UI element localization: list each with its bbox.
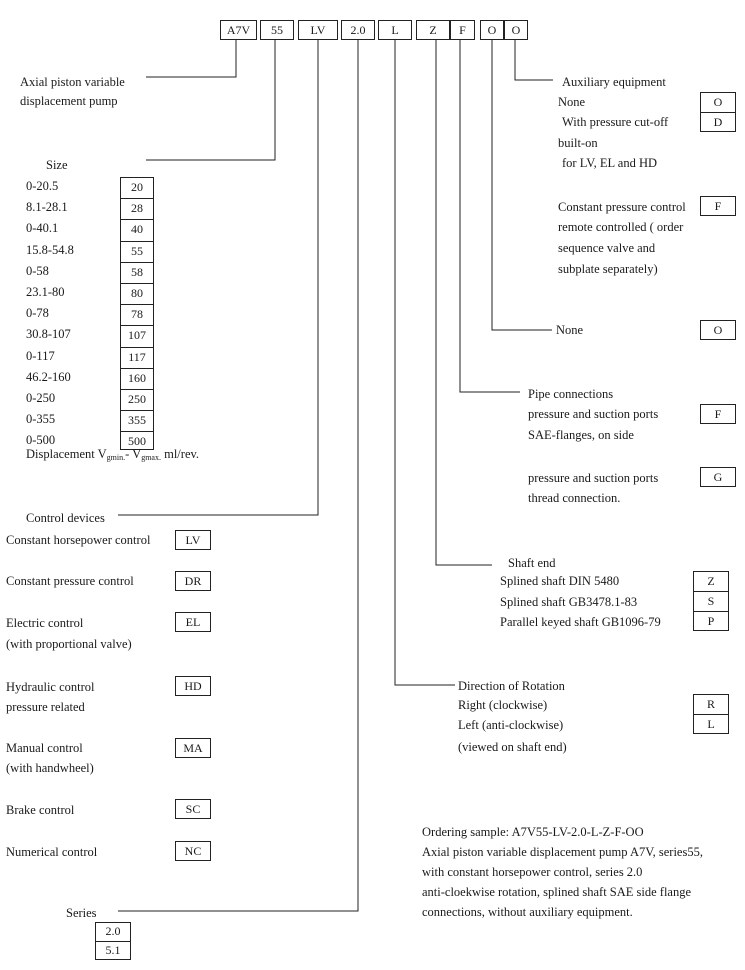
auxiliary-code-f: F bbox=[700, 196, 736, 216]
auxiliary-remote-line3: sequence valve and bbox=[558, 241, 656, 255]
line-rotation bbox=[395, 40, 455, 685]
control-brake: Brake control bbox=[6, 803, 75, 817]
shaft-title: Shaft end bbox=[508, 556, 556, 570]
pipe-g-line2: thread connection. bbox=[528, 491, 621, 505]
rotation-code-r: R bbox=[693, 694, 729, 714]
size-code: 78 bbox=[120, 304, 154, 325]
control-code-lv: LV bbox=[175, 530, 211, 550]
size-code: 80 bbox=[120, 283, 154, 304]
pump-label-line1: Axial piston variable bbox=[20, 75, 125, 89]
control-code-sc: SC bbox=[175, 799, 211, 819]
size-range: 0-500 bbox=[26, 433, 56, 448]
header-code-a7v: A7V bbox=[220, 20, 257, 40]
size-range: 0-117 bbox=[26, 348, 55, 363]
size-code: 58 bbox=[120, 262, 154, 283]
header-code-rotation: L bbox=[378, 20, 412, 40]
size-range: 0-40.1 bbox=[26, 221, 59, 236]
pipe-code-f: F bbox=[700, 404, 736, 424]
control-electric-line1: Electric control bbox=[6, 616, 84, 630]
size-range: 30.8-107 bbox=[26, 327, 71, 342]
displacement-mid: - V bbox=[125, 447, 142, 461]
shaft-keyed: Parallel keyed shaft GB1096-79 bbox=[500, 615, 661, 629]
auxiliary-cutoff-line1: With pressure cut-off bbox=[562, 115, 669, 129]
shaft-code-p: P bbox=[693, 611, 729, 631]
series-title: Series bbox=[66, 906, 97, 920]
pipe-code-g: G bbox=[700, 467, 736, 487]
rotation-code-l: L bbox=[693, 714, 729, 734]
sample-line4: anti-cloekwise rotation, splined shaft SAE side flange bbox=[422, 885, 692, 899]
sample-line3: with constant horsepower control, series 2.0 bbox=[422, 865, 643, 879]
size-range: 46.2-160 bbox=[26, 369, 71, 384]
size-range: 0-58 bbox=[26, 263, 49, 278]
series-code-5-1: 5.1 bbox=[95, 941, 131, 960]
sample-line1: Ordering sample: A7V55-LV-2.0-L-Z-F-OO bbox=[422, 825, 644, 839]
none-label: None bbox=[556, 323, 584, 337]
auxiliary-none: None bbox=[558, 95, 586, 109]
control-code-hd: HD bbox=[175, 676, 211, 696]
header-code-shaft: Z bbox=[416, 20, 450, 40]
auxiliary-cutoff-line3: for LV, EL and HD bbox=[562, 156, 658, 170]
line-auxiliary bbox=[515, 40, 553, 80]
line-none bbox=[492, 40, 552, 330]
sample-line2: Axial piston variable displacement pump A7V, series55, bbox=[422, 845, 703, 859]
displacement-sub-max: gmax. bbox=[141, 453, 161, 462]
line-shaft bbox=[436, 40, 492, 565]
size-title: Size bbox=[46, 158, 68, 172]
size-code: 117 bbox=[120, 347, 154, 368]
line-pipe bbox=[460, 40, 520, 392]
size-code: 500 bbox=[120, 431, 154, 450]
pipe-f-line1: pressure and suction ports bbox=[528, 407, 659, 421]
shaft-code-z: Z bbox=[693, 571, 729, 591]
size-code: 28 bbox=[120, 198, 154, 219]
control-hydraulic-line2: pressure related bbox=[6, 700, 85, 714]
sample-line5: connections, without auxiliary equipment. bbox=[422, 905, 633, 919]
none-code-o: O bbox=[700, 320, 736, 340]
displacement-label bbox=[26, 447, 199, 465]
pipe-g-line1: pressure and suction ports bbox=[528, 471, 659, 485]
auxiliary-remote-line1: Constant pressure control bbox=[558, 200, 686, 214]
shaft-din: Splined shaft DIN 5480 bbox=[500, 574, 620, 588]
header-code-none: O bbox=[480, 20, 504, 40]
auxiliary-code-d: D bbox=[700, 112, 736, 132]
pipe-title: Pipe connections bbox=[528, 387, 614, 401]
rotation-right: Right (clockwise) bbox=[458, 698, 548, 712]
displacement-prefix: Displacement V bbox=[26, 447, 107, 461]
control-constant-pressure: Constant pressure control bbox=[6, 574, 134, 588]
size-code: 40 bbox=[120, 219, 154, 240]
control-code-dr: DR bbox=[175, 571, 211, 591]
control-electric-line2: (with proportional valve) bbox=[6, 637, 132, 651]
shaft-code-s: S bbox=[693, 591, 729, 611]
size-range: 0-250 bbox=[26, 391, 56, 405]
header-code-size: 55 bbox=[260, 20, 294, 40]
header-code-control: LV bbox=[298, 20, 338, 40]
control-manual-line1: Manual control bbox=[6, 741, 83, 755]
size-range: 15.8-54.8 bbox=[26, 242, 74, 257]
size-range: 8.1-28.1 bbox=[26, 200, 68, 215]
rotation-title: Direction of Rotation bbox=[458, 679, 565, 693]
line-series bbox=[118, 40, 358, 911]
shaft-gb: Splined shaft GB3478.1-83 bbox=[500, 595, 638, 609]
header-code-auxiliary: O bbox=[504, 20, 528, 40]
series-code-2-0: 2.0 bbox=[95, 922, 131, 941]
displacement-unit: ml/rev. bbox=[160, 447, 200, 461]
header-code-series: 2.0 bbox=[341, 20, 375, 40]
auxiliary-remote-line4: subplate separately) bbox=[558, 262, 658, 276]
pump-label-line2: displacement pump bbox=[20, 94, 118, 108]
size-code: 250 bbox=[120, 389, 154, 410]
displacement-sub-min: gmin. bbox=[106, 453, 126, 462]
control-hydraulic-line1: Hydraulic control bbox=[6, 680, 95, 694]
size-code: 55 bbox=[120, 241, 154, 262]
control-manual-line2: (with handwheel) bbox=[6, 761, 94, 775]
control-code-nc: NC bbox=[175, 841, 211, 861]
control-numerical: Numerical control bbox=[6, 845, 98, 859]
header-code-pipe: F bbox=[450, 20, 475, 40]
size-code: 355 bbox=[120, 410, 154, 431]
auxiliary-code-o: O bbox=[700, 92, 736, 112]
line-a7v bbox=[146, 40, 236, 77]
size-code: 20 bbox=[120, 177, 154, 198]
size-code: 160 bbox=[120, 368, 154, 389]
size-range: 23.1-80 bbox=[26, 285, 65, 299]
size-range: 0-78 bbox=[26, 306, 49, 321]
control-title: Control devices bbox=[26, 511, 105, 525]
control-constant-hp: Constant horsepower control bbox=[6, 533, 151, 547]
control-code-el: EL bbox=[175, 612, 211, 632]
rotation-viewed: (viewed on shaft end) bbox=[458, 740, 567, 754]
size-code: 107 bbox=[120, 325, 154, 346]
auxiliary-remote-line2: remote controlled ( order bbox=[558, 220, 684, 234]
line-size bbox=[146, 40, 275, 160]
auxiliary-title: Auxiliary equipment bbox=[562, 75, 666, 89]
control-code-ma: MA bbox=[175, 738, 211, 758]
pipe-f-line2: SAE-flanges, on side bbox=[528, 428, 634, 442]
size-range: 0-20.5 bbox=[26, 179, 59, 193]
auxiliary-cutoff-line2: built-on bbox=[558, 136, 598, 150]
rotation-left: Left (anti-clockwise) bbox=[458, 718, 564, 732]
size-range: 0-355 bbox=[26, 412, 56, 427]
